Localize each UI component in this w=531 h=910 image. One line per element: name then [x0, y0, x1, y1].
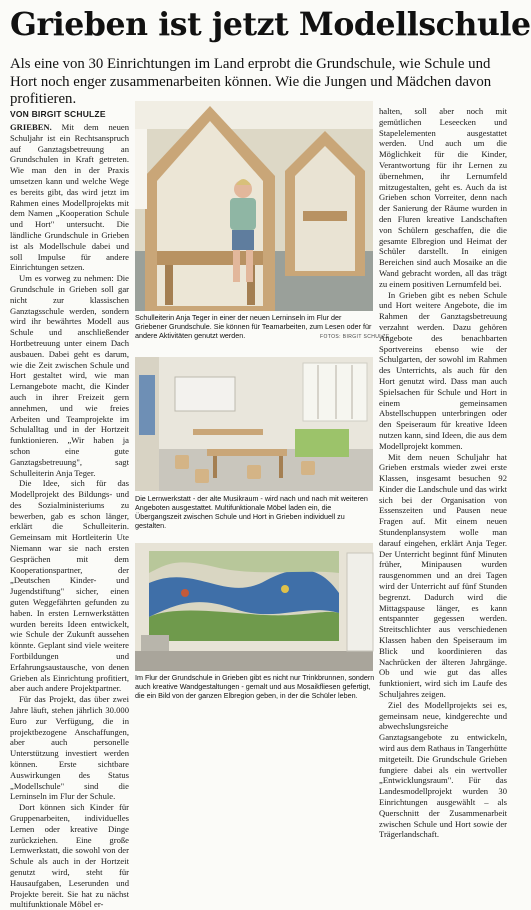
paragraph: halten, soll aber noch mit gemütlichen Leseecken und Stapelelementen ausgestattet werden. Und auch um die Möglichkeit für die Kinder, Verantwortung für ihr Lernen zu übernehmen, ihr Lernumfeld mitzugestalten, geht es. Auch da ist Grieben schon Vorreiter, denn nach der Sanierung der Räume wurden in den Fluren kreative Landschaften von Schülern geschaffen, die die gesamte Elbregion und Heimat der Schüler darstellt. In einigen Bereichen sind auch Mosaike an die Wand gebracht worden, all das trägt zu einem positiven Lernumfeld bei.: [379, 106, 507, 289]
photo-learning-islands: [135, 101, 373, 311]
photo-learning-workshop: [135, 357, 373, 491]
article-column-right: [379, 106, 507, 840]
photo-caption: Im Flur der Grundschule in Grieben gibt es nicht nur Trinkbrunnen, sondern auch kreative Wandgestaltungen - gemalt und aus Mosaikfliesen gefertigt, die ein Bild von der ganzen Elbregion geben, in der die Schüler leben.: [135, 673, 375, 700]
paragraph: Mit dem neuen Schuljahr hat Grieben erstmals wieder zwei erste Klassen, insgesamt besuchen 92 Kinder die Landschule und das wirkt sich bei der Organisation von Essenszeiten und Pausen neue Fragen auf. Mit einem neuen Stundenplansystem wolle man darauf eingehen, erklärt Anja Teger. Der Unterricht beginnt fünf Minuten früher, Minipausen wurden rausgenommen und an drei Tagen wird der Unterricht auf fünf Stunden begrenzt. Dadurch wird die Mittagspause länger, es kann entspannter gegessen werden. Streitschlichter aus verschiedenen Klassen haben den Speiseraum im Blick und koordinieren das Nachrücken der älteren Jahrgänge. Ob und wie gut das alles funktioniert, wird sich im Laufe des Schuljahres zeigen.: [379, 451, 507, 700]
photo-caption: Die Lernwerkstatt - der alte Musikraum - wird nach und nach mit weiteren Angeboten ausgestattet. Multifunktionale Möbel laden ein, die Übergangszeit zwischen Schule und Hort in Grieben individuell zu gestalten.: [135, 494, 368, 530]
paragraph: In Grieben gibt es neben Schule und Hort weitere Angebote, die im Rahmen der Ganztagsbetreuung verzahnt werden. Dazu gehören Angebote des benachbarten Sportvereins ebenso wie der Schulgarten, der sowohl im Rahmen des Unterrichts, als auch für den Hort genutzt wird. Dass man auch Spielsachen für Schule und Hort in einem gemeinsamen Abstellschuppen unterbringen oder den Speiseraum für kreative Ideen nutzen kann, sind Ideen, die aus dem Modellprojekt kommen.: [379, 289, 507, 451]
paragraph: Ziel des Modellprojekts sei es, gemeinsam neue, kindgerechte und abwechslungsreiche Ganztagsangebote zu entwickeln, wird aus dem Rathaus in Tangerhütte mitgeteilt. Die Grundschule Grieben fungiere dabei als ein wertvoller „Entwicklungsraum". Für das Landesmodellprojekt wurden 30 Einrichtungen ausgewählt – als Querschnitt der Zusammenarbeit zwischen Schule und Hort sowie der Trägerlandschaft.: [379, 699, 507, 840]
article-column-left: [10, 122, 129, 910]
byline: VON BIRGIT SCHULZE: [10, 109, 106, 119]
dateline: GRIEBEN.: [10, 122, 52, 132]
headline: Grieben ist jetzt Modellschule: [10, 6, 531, 43]
paragraph: Um es vorweg zu nehmen: Die Grundschule in Grieben soll gar nicht zur klassischen Ganztagsschule werden, sondern wird ihr bewährtes Modell aus Schule und anschließender Hortbetreuung unter einem Dach ausbauen. Dabei geht es darum, wie die Zeit zwischen Schule und Hort gestaltet wird, wie man Lernangebote macht, die Kinder auch in ihrer Freizeit gern annehmen, und wie freies Arbeiten und Teamprojekte im Schulalltag und in der Hortzeit funktionieren. „Wir haben ja schon eine gute Ganztagsbetreuung", sagt Schulleiterin Anja Teger.: [10, 273, 129, 478]
paragraph: GRIEBEN. Mit dem neuen Schuljahr ist ein Rechtsanspruch auf Ganztagsbetreuung an Grundschulen in Kraft getreten. Wie man den in der Praxis umsetzen kann und welche Wege es bereits gibt, das wird jetzt im Rahmen eines Modellprojekts mit dem Namen „Kooperation Schule und Hort" untersucht. Die ländliche Grundschule in Grieben ist als Modellschule dabei und soll Impulse für andere Einrichtungen setzen.: [10, 122, 129, 273]
paragraph: Für das Projekt, das über zwei Jahre läuft, stehen jährlich 30.000 Euro zur Verfügung, die in projektbezogene Anschaffungen, aber auch personelle Unterstützung investiert werden können. Erste sichtbare Auswirkungen des Status „Modellschule" sind die Lerninseln im Flur der Schule.: [10, 694, 129, 802]
photo-hallway-mural: [135, 543, 373, 671]
photo-caption: Schulleiterin Anja Teger in einer der neuen Lerninseln im Flur der Griebener Grundschule. Sie können für Teamarbeiten, zum Lesen oder für andere Aktivitäten genutzt werden.: [135, 313, 372, 340]
photo-credit: FOTOS: BIRGIT SCHULZE: [320, 334, 390, 340]
paragraph: Die Idee, sich für das Modellprojekt des Bildungs- und des Sozialministeriums zu bewerben, gab es schon länger, erklärt die Schulleiterin. Gemeinsam mit Hortleiterin Ute Niemann war sie nach ersten Gesprächen mit dem Kooperationspartner, der „Deutschen Kinder- und Jugendstiftung" sicher, einen guten Weggefährten gefunden zu haben. In ersten Lernwerkstätten wurden bereits Ideen entwickelt, wie Schule der Zukunft aussehen könnte. Geplant sind viele weitere Fortbildungen und Erfahrungsaustausche, von denen Grieben als Einrichtung profitiert, aber auch andere Projektpartner.: [10, 478, 129, 694]
paragraph: Dort können sich Kinder für Gruppenarbeiten, individuelles Lernen oder kreative Dinge zurückziehen. Eine große Lernwerkstatt, die sowohl von der Schule als auch in der Hortzeit genutzt wird, steht für Hausaufgaben, Leserunden und Projekte bereit. Sie hat zu nächst multifunktionale Möbel er-: [10, 802, 129, 910]
lead-paragraph: Als eine von 30 Einrichtungen im Land erprobt die Grundschule, wie Schule und Hort noch enger zusammenarbeiten können. Wie die Jungen und Mädchen davon profitieren.: [10, 56, 492, 107]
